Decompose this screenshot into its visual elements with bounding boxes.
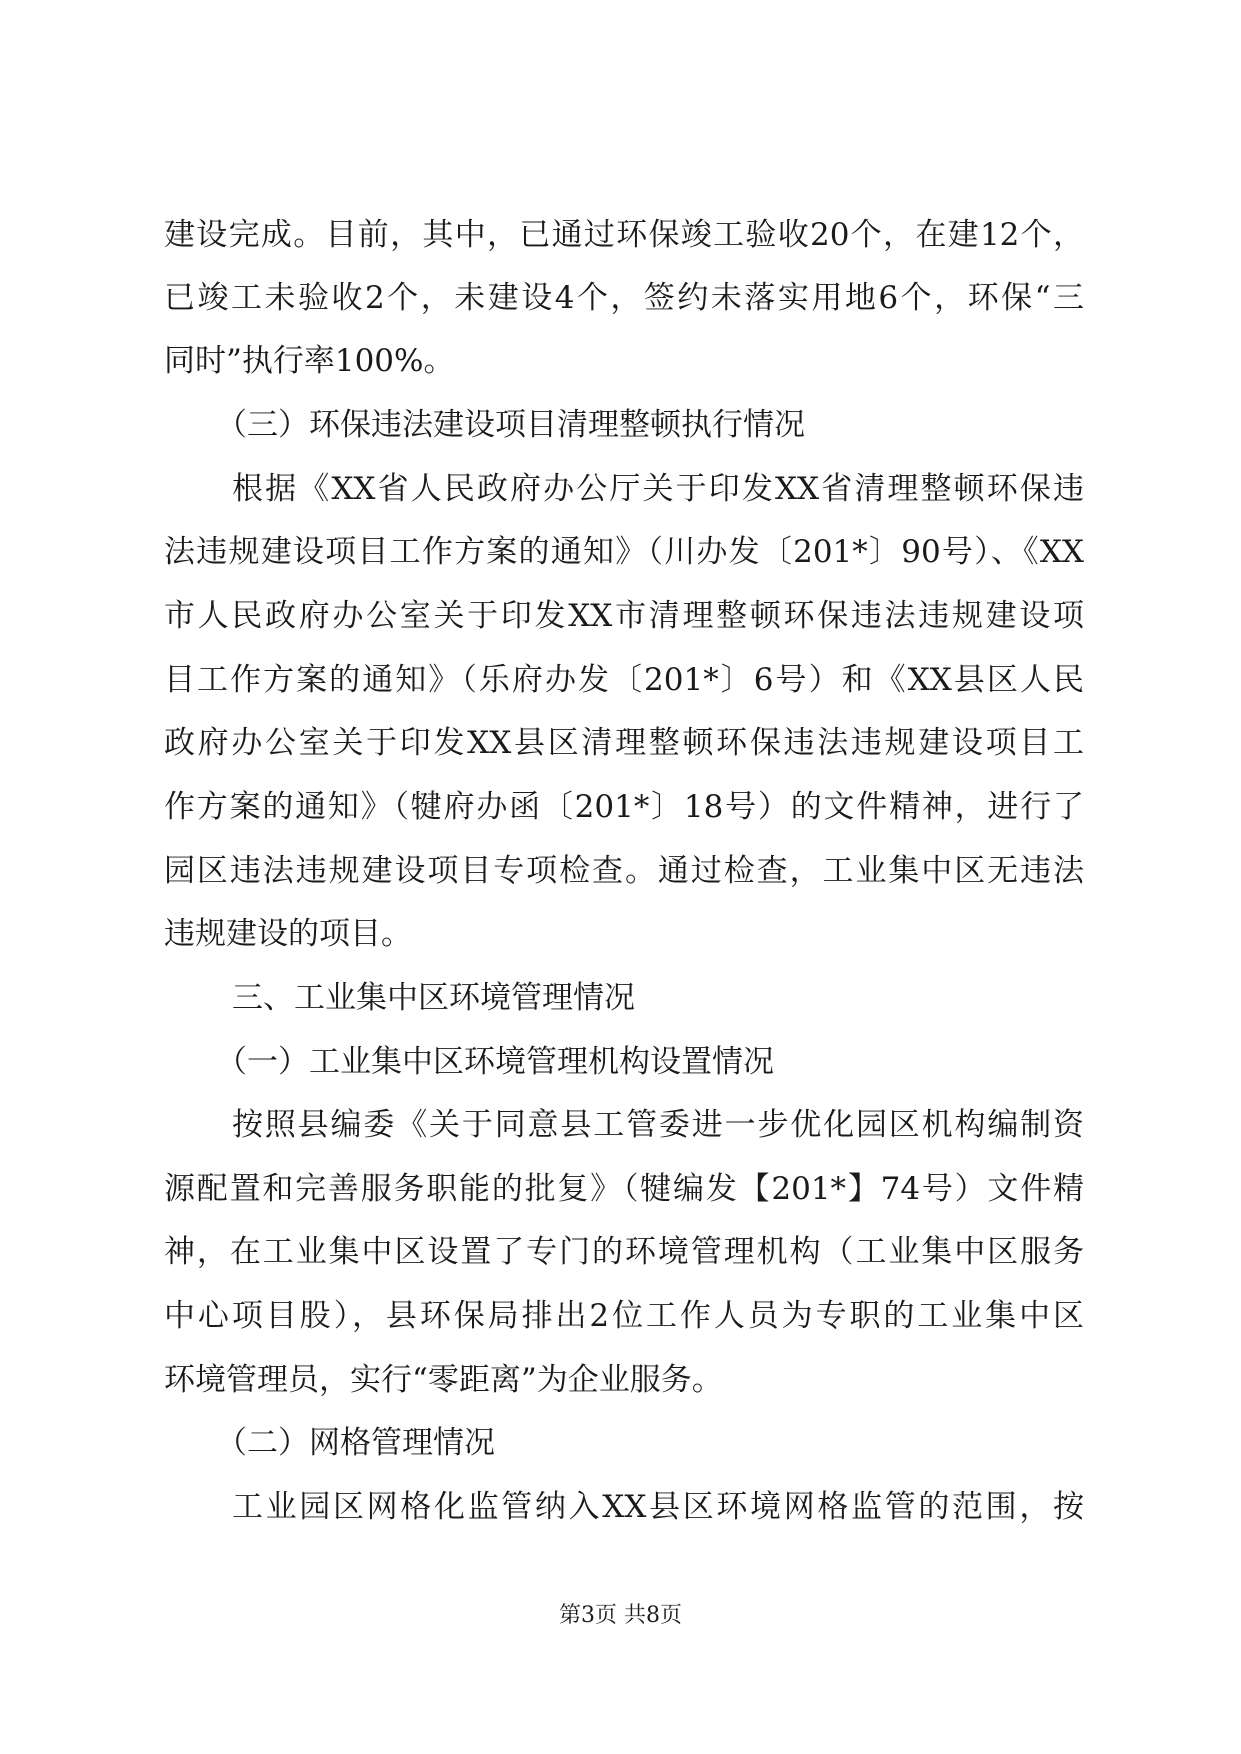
body-text-line: 市人民政府办公室关于印发XX市清理整顿环保违法违规建设项 [164, 598, 1084, 634]
body-text-line: 法违规建设项目工作方案的通知》（川办发〔201*〕90号）、《XX [164, 534, 1084, 570]
body-text-line: 违规建设的项目。 [164, 916, 412, 952]
subsection-heading: （一）工业集中区环境管理机构设置情况 [216, 1044, 774, 1080]
body-text-line: 同时”执行率100%。 [164, 343, 455, 379]
body-text-line: 园区违法违规建设项目专项检查。通过检查，工业集中区无违法 [164, 853, 1084, 889]
body-text-line: 政府办公室关于印发XX县区清理整顿环保违法违规建设项目工 [164, 725, 1084, 761]
subsection-heading: （二）网格管理情况 [216, 1425, 495, 1461]
body-text-line: 神，在工业集中区设置了专门的环境管理机构（工业集中区服务 [164, 1234, 1084, 1270]
section-heading: 三、工业集中区环境管理情况 [232, 980, 635, 1016]
section-heading: （三）环保违法建设项目清理整顿执行情况 [216, 407, 805, 443]
body-text-line: 源配置和完善服务职能的批复》（犍编发【201*】74号）文件精 [164, 1171, 1084, 1207]
body-text-line: 已竣工未验收2个，未建设4个，签约未落实用地6个，环保“三 [164, 280, 1084, 316]
body-text-line: 作方案的通知》（犍府办函〔201*〕18号）的文件精神，进行了 [164, 789, 1084, 825]
body-text-line: 中心项目股），县环保局排出2位工作人员为专职的工业集中区 [164, 1298, 1084, 1334]
paragraph-first-line: 按照县编委《关于同意县工管委进一步优化园区机构编制资 [232, 1107, 1084, 1143]
body-text-line: 建设完成。目前，其中，已通过环保竣工验收20个，在建12个， [164, 217, 1084, 253]
page-footer: 第3页 共8页 [559, 1603, 682, 1628]
body-text-line: 目工作方案的通知》（乐府办发〔201*〕6号）和《XX县区人民 [164, 662, 1084, 698]
paragraph-first-line: 工业园区网格化监管纳入XX县区环境网格监管的范围，按 [232, 1489, 1084, 1525]
paragraph-first-line: 根据《XX省人民政府办公厅关于印发XX省清理整顿环保违 [232, 471, 1084, 507]
body-text-line: 环境管理员，实行“零距离”为企业服务。 [164, 1362, 723, 1398]
